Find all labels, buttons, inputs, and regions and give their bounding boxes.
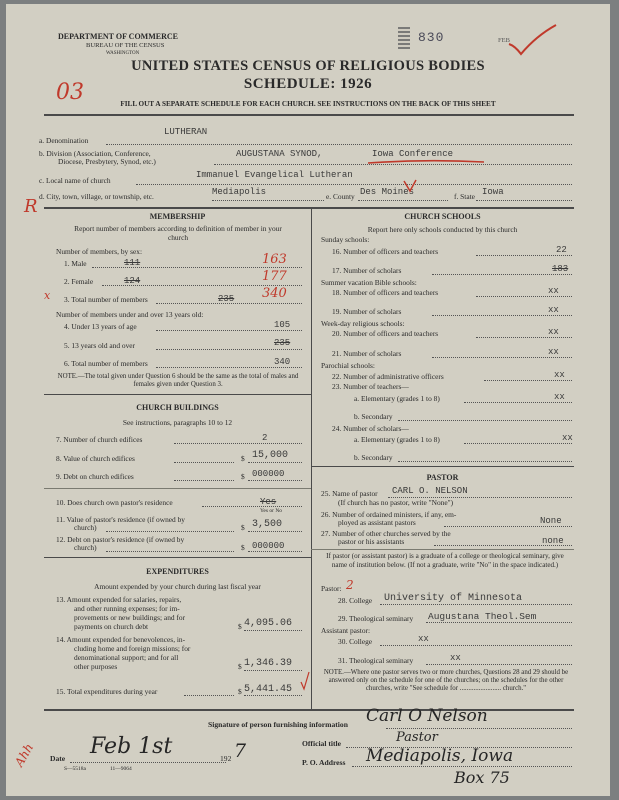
denomination-line [106, 144, 572, 145]
q15-value: 5,441.45 [244, 684, 293, 695]
q8-value: 15,000 [252, 450, 289, 461]
schools-instruction: Report here only schools conducted by this church [367, 225, 518, 234]
q31-value: xx [450, 653, 461, 663]
q2-new-value: 177 [262, 269, 287, 284]
local-name-value: Immanuel Evangelical Lutheran [196, 170, 353, 180]
q26-value: None [540, 516, 562, 526]
q23a-value: xx [554, 392, 565, 402]
q14-label-3: denominational support; and for all [74, 653, 179, 662]
census-form-sheet [6, 4, 610, 796]
q14-amount-line [244, 670, 302, 671]
q28-line [380, 604, 572, 605]
q10-line [202, 506, 302, 507]
q6-label: 6. Total number of members [64, 359, 148, 368]
pastor-red-mark: 2 [346, 578, 354, 592]
q3-red-mark: x [44, 289, 51, 302]
q4-line [156, 330, 302, 331]
signature-label: Signature of person furnishing information [208, 720, 348, 729]
q14-label-2: cluding home and foreign missions; for [74, 644, 191, 653]
q16-value: 22 [556, 245, 567, 255]
q20-value: xx [548, 327, 559, 337]
q24a-line [464, 443, 572, 444]
section-rule-top [44, 207, 574, 209]
q20-label: 20. Number of officers and teachers [332, 329, 439, 338]
q1-label: 1. Male [64, 259, 87, 268]
q13-label-1: 13. Amount expended for salaries, repairs, [56, 595, 182, 604]
q29-line [426, 622, 572, 623]
q19-value: xx [548, 305, 559, 315]
po-address-label: P. O. Address [302, 758, 346, 767]
q24-label: 24. Number of scholars— [332, 424, 409, 433]
q11-value: 3,500 [252, 519, 283, 530]
expenditures-instruction: Amount expended by your church during last fiscal year [94, 582, 261, 591]
section-rule-bottom [44, 709, 574, 711]
q24a-value: xx [562, 433, 573, 443]
q23b-label: b. Secondary [354, 412, 393, 421]
q15-label: 15. Total expenditures during year [56, 687, 158, 696]
red-underline-mark [366, 157, 486, 167]
q12-value: 000000 [252, 541, 285, 551]
red-tick-icon [299, 670, 311, 692]
date-line [70, 762, 226, 763]
q3-label: 3. Total number of members [64, 295, 148, 304]
red-side-mark: R [24, 196, 38, 217]
q26-label-1: 26. Number of ordained ministers, if any, em- [321, 510, 457, 519]
q27-value: none [542, 536, 564, 546]
stamp-month: FEB [498, 37, 510, 44]
q14-label-1: 14. Amount expended for benevolences, in- [56, 635, 186, 644]
q12-dollar: $ [241, 543, 245, 552]
q2-label: 2. Female [64, 277, 94, 286]
q22-line [484, 380, 572, 381]
q5-value: 235 [274, 338, 291, 348]
q24b-line [398, 461, 572, 462]
q11-label-1: 11. Value of pastor's residence (if owned by [56, 515, 185, 524]
city-label-d: d. City, town, village, or township, etc. [39, 192, 154, 201]
q29-value: Augustana Theol.Sem [428, 611, 537, 622]
pastor-note: NOTE.—Where one pastor serves two or more churches, Questions 28 and 29 should be answered only on the schedule for one of the churches; on the schedules for the other churches, write "See schedule for ........................ church." [323, 669, 569, 692]
q10-label: 10. Does church own pastor's residence [56, 498, 173, 507]
q15-amount-line [244, 695, 302, 696]
q18-value: xx [548, 286, 559, 296]
instruction-line: FILL OUT A SEPARATE SCHEDULE FOR EACH CHURCH. SEE INSTRUCTIONS ON THE BACK OF THIS SHEET [120, 100, 496, 108]
weekday-schools-label: Week-day religious schools: [321, 319, 405, 328]
q9-dollar: $ [241, 472, 245, 481]
q13-label-2: and other running expenses; for im- [74, 604, 180, 613]
q14-label-4: other purposes [74, 662, 118, 671]
q14-dollar: $ [238, 662, 242, 671]
q30-label: 30. College [338, 637, 373, 646]
q17-value: 183 [552, 264, 569, 274]
q31-line [426, 664, 572, 665]
q26-label-2: ployed as assistant pastors [338, 518, 416, 527]
q4-value: 105 [274, 320, 291, 330]
red-check-icon [506, 22, 558, 56]
q12-line [106, 551, 234, 552]
q7-value: 2 [262, 433, 268, 443]
q28-label: 28. College [338, 596, 373, 605]
q9-amount-line [248, 480, 302, 481]
denomination-value: LUTHERAN [164, 127, 208, 137]
q13-dollar: $ [238, 622, 242, 631]
division-value-conference: Iowa Conference [372, 149, 454, 159]
schedule-title: SCHEDULE: 1926 [243, 76, 373, 92]
q23b-line [398, 420, 572, 421]
local-name-label: c. Local name of church [39, 176, 111, 185]
county-label: e. County [326, 192, 355, 201]
header-rule [44, 114, 574, 116]
state-line [476, 200, 572, 201]
q27-label-2: pastor or his assistants [338, 537, 405, 546]
q8-amount-line [248, 462, 302, 463]
q20-line [476, 337, 572, 338]
local-name-line [136, 184, 572, 185]
q7-label: 7. Number of church edifices [56, 435, 143, 444]
q8-dollar: $ [241, 454, 245, 463]
q25-hint: (If church has no pastor, write "None") [338, 498, 454, 507]
q15-dollar: $ [238, 687, 242, 696]
schools-heading: CHURCH SCHOOLS [404, 212, 481, 221]
buildings-subrule [44, 488, 311, 489]
q11-label-2: church) [74, 523, 97, 532]
pastor-sub-label: Pastor: [321, 584, 342, 593]
red-corner-mark: Ahh [12, 741, 37, 769]
pastor-subrule [311, 549, 574, 550]
date-value: Feb 1st [90, 734, 173, 759]
po-address-value: Mediapolis, Iowa [366, 746, 514, 766]
sunday-schools-label: Sunday schools: [321, 235, 370, 244]
column-divider [311, 207, 312, 709]
q23a-line [464, 402, 572, 403]
q23-label: 23. Number of teachers— [332, 382, 409, 391]
q19-label: 19. Number of scholars [332, 307, 402, 316]
q30-value: xx [418, 634, 429, 644]
q24a-label: a. Elementary (grades 1 to 8) [354, 435, 440, 444]
q24b-label: b. Secondary [354, 453, 393, 462]
q9-label: 9. Debt on church edifices [56, 472, 134, 481]
q21-value: xx [548, 347, 559, 357]
pastor-heading: PASTOR [426, 473, 459, 482]
q3-new-value: 340 [262, 286, 287, 301]
bureau-label: BUREAU OF THE CENSUS [86, 42, 165, 49]
membership-heading: MEMBERSHIP [149, 212, 206, 221]
q4-label: 4. Under 13 years of age [64, 322, 137, 331]
rule-buildings [44, 394, 311, 395]
county-line [358, 200, 448, 201]
q13-label-3: provements or new buildings; and for [74, 613, 186, 622]
expenditures-heading: EXPENDITURES [146, 567, 209, 576]
q8-label: 8. Value of church edifices [56, 454, 135, 463]
state-value: Iowa [482, 187, 504, 197]
q21-label: 21. Number of scholars [332, 349, 402, 358]
q16-label: 16. Number of officers and teachers [332, 247, 439, 256]
q22-value: xx [554, 370, 565, 380]
q6-line [156, 367, 302, 368]
state-label: f. State [454, 192, 475, 201]
q3-old-value: 235 [218, 294, 235, 304]
signature-line [386, 728, 572, 729]
q1-old-value: 111 [124, 258, 141, 268]
q17-label: 17. Number of scholars [332, 266, 402, 275]
received-stamp-mark [398, 27, 410, 49]
year-prefix: 192 [220, 754, 232, 763]
q25-label: 25. Name of pastor [321, 489, 378, 498]
red-check-small-icon [402, 178, 418, 194]
q13-label-4: payments on church debt [74, 622, 149, 631]
q31-label: 31. Theological seminary [338, 656, 414, 665]
q18-label: 18. Number of officers and teachers [332, 288, 439, 297]
assistant-pastor-label: Assistant pastor: [321, 626, 371, 635]
year-value: 7 [234, 740, 247, 762]
graduate-note: If pastor (or assistant pastor) is a graduate of a college or theological seminary, give name of institution below. (If not a graduate, write "No" in the space indicated.) [326, 552, 564, 569]
q5-label: 5. 13 years old and over [64, 341, 136, 350]
q19-line [432, 315, 572, 316]
q21-line [432, 357, 572, 358]
q14-value: 1,346.39 [244, 658, 293, 669]
q9-line [174, 480, 234, 481]
city-label: WASHINGTON [106, 51, 140, 56]
q10-value: Yes [260, 497, 277, 507]
q2-old-value: 124 [124, 276, 141, 286]
q13-value: 4,095.06 [244, 618, 293, 629]
age-heading: Number of members under and over 13 years old: [56, 310, 204, 319]
q9-value: 000000 [252, 469, 285, 479]
summer-schools-label: Summer vacation Bible schools: [321, 278, 417, 287]
q15-line [184, 695, 234, 696]
q1-new-value: 163 [262, 252, 287, 267]
po-address-line [352, 766, 572, 767]
q8-line [174, 462, 234, 463]
form-title: UNITED STATES CENSUS OF RELIGIOUS BODIES [131, 58, 485, 74]
denomination-label: a. Denomination [39, 136, 89, 145]
buildings-instruction: See instructions, paragraphs 10 to 12 [122, 418, 233, 427]
form-code: S—5518a [64, 766, 86, 772]
q7-line [174, 443, 302, 444]
buildings-heading: CHURCH BUILDINGS [136, 403, 219, 412]
division-label-2: Diocese, Presbytery, Synod, etc.) [58, 157, 156, 166]
q10-hint: Yes or No [260, 508, 283, 514]
membership-instruction: Report number of members according to definition of member in your church [74, 224, 282, 242]
q18-line [476, 296, 572, 297]
division-label-1: b. Division (Association, Conference, [39, 149, 151, 158]
city-line [212, 200, 324, 201]
official-title-value: Pastor [396, 730, 438, 745]
date-label: Date [50, 754, 66, 763]
q5-line [156, 349, 302, 350]
signature-value: Carl O Nelson [366, 706, 488, 726]
form-code-2: 11—9064 [110, 766, 132, 772]
city-value: Mediapolis [212, 187, 267, 197]
q11-dollar: $ [241, 523, 245, 532]
by-sex-label: Number of members, by sex: [56, 247, 142, 256]
q26-line [444, 526, 572, 527]
q12-label-1: 12. Debt on pastor's residence (if owned by [56, 535, 185, 544]
q23a-label: a. Elementary (grades 1 to 8) [354, 394, 440, 403]
department-label: DEPARTMENT OF COMMERCE [58, 32, 179, 41]
q6-value: 340 [274, 357, 291, 367]
q13-amount-line [244, 630, 302, 631]
division-value-synod: AUGUSTANA SYNOD, [236, 149, 323, 159]
q29-label: 29. Theological seminary [338, 614, 414, 623]
q22-label: 22. Number of administrative officers [332, 372, 444, 381]
q30-line [380, 645, 572, 646]
q11-line [106, 531, 234, 532]
q12-label-2: church) [74, 543, 97, 552]
parochial-schools-label: Parochial schools: [321, 361, 375, 370]
membership-note: NOTE.—The total given under Question 6 should be the same as the total of males and females given under Question 3. [57, 373, 299, 388]
q11-amount-line [248, 531, 302, 532]
stamp-number: 830 [418, 30, 445, 45]
rule-expenditures [44, 557, 311, 558]
q17-line [432, 274, 572, 275]
official-title-label: Official title [302, 739, 342, 748]
po-box-value: Box 75 [454, 768, 510, 787]
red-code-mark: 03 [56, 80, 84, 105]
county-value: Des Moines [360, 187, 415, 197]
q12-amount-line [248, 551, 302, 552]
rule-pastor [311, 466, 574, 467]
q25-value: CARL O. NELSON [392, 486, 468, 496]
q28-value: University of Minnesota [384, 593, 523, 604]
q16-line [476, 255, 572, 256]
q27-label-1: 27. Number of other churches served by the [321, 529, 451, 538]
